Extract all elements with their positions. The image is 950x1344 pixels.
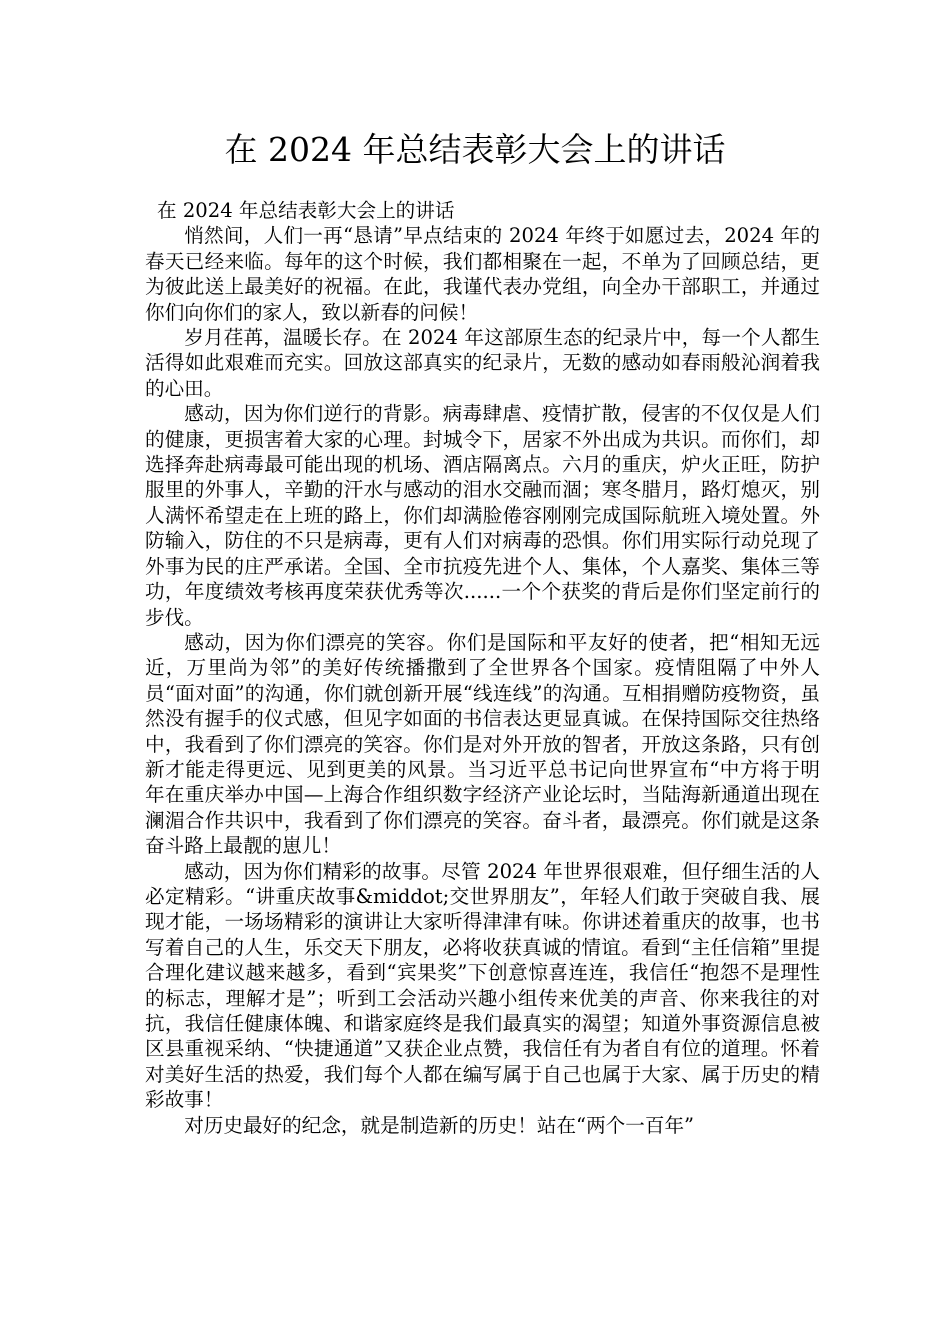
paragraph-2: 岁月荏苒，温暖长存。在 2024 年这部原生态的纪录片中，每一个人都生活得如此艰难而充实。回放这部真实的纪录片，无数的感动如春雨般沁润着我的心田。 xyxy=(145,326,820,400)
document-subtitle: 在 2024 年总结表彰大会上的讲话 xyxy=(157,199,455,222)
paragraph-6: 对历史最好的纪念，就是制造新的历史！站在“两个一百年” xyxy=(184,1113,695,1137)
document-body xyxy=(145,198,820,1138)
paragraph-1: 悄然间，人们一再“恳请”早点结束的 2024 年终于如愿过去，2024 年的春天已经来临。每年的这个时候，我们都相聚在一起，不单为了回顾总结，更为彼此送上最美好的祝福。在此，我谨代表办党组，向全办干部职工，并通过你们向你们的家人，致以新春的问候！ xyxy=(145,224,820,324)
paragraph-3: 感动，因为你们逆行的背影。病毒肆虐、疫情扩散，侵害的不仅仅是人们的健康，更损害着大家的心理。封城令下，居家不外出成为共识。而你们，却选择奔赴病毒最可能出现的机场、酒店隔离点。六月的重庆，炉火正旺，防护服里的外事人，辛勤的汗水与感动的泪水交融而涸；寒冬腊月，路灯熄灭，别人满怀希望走在上班的路上，你们却满脸倦容刚刚完成国际航班入境处置。外防输入，防住的不只是病毒，更有人们对病毒的恐惧。你们用实际行动兑现了外事为民的庄严承诺。全国、全市抗疫先进个人、集体，个人嘉奖、集体三等功，年度绩效考核再度荣获优秀等次......一个个获奖的背后是你们坚定前行的步伐。 xyxy=(145,402,820,629)
paragraph-5: 感动，因为你们精彩的故事。尽管 2024 年世界很艰难，但仔细生活的人必定精彩。“讲重庆故事&middot;交世界朋友”，年轻人们敢于突破自我、展现才能，一场场精彩的演讲让大家听得津津有味。你讲述着重庆的故事，也书写着自己的人生，乐交天下朋友，必将收获真诚的情谊。看到“主任信箱”里提合理化建议越来越多，看到“宾果奖”下创意惊喜连连，我信任“抱怨不是理性的标志，理解才是”；听到工会活动兴趣小组传来优美的声音、你来我往的对抗，我信任健康体魄、和谐家庭终是我们最真实的渴望；知道外事资源信息被区县重视采纳、“快捷通道”又获企业点赞，我信任有为者自有位的道理。怀着对美好生活的热爱，我们每个人都在编写属于自己也属于大家、属于历史的精彩故事！ xyxy=(145,859,820,1112)
paragraph-4: 感动，因为你们漂亮的笑容。你们是国际和平友好的使者，把“相知无远近，万里尚为邻”的美好传统播撒到了全世界各个国家。疫情阻隔了中外人员“面对面”的沟通，你们就创新开展“线连线”的沟通。互相捐赠防疫物资，虽然没有握手的仪式感，但见字如面的书信表达更显真诚。在保持国际交往热络中，我看到了你们漂亮的笑容。你们是对外开放的智者，开放这条路，只有创新才能走得更远、见到更美的风景。当习近平总书记向世界宣布“中方将于明年在重庆举办中国—上海合作组织数字经济产业论坛时，当陆海新通道出现在澜湄合作共识中，我看到了你们漂亮的笑容。奋斗者，最漂亮。你们就是这条奋斗路上最靓的崽儿！ xyxy=(145,630,820,858)
document-title: 在 2024 年总结表彰大会上的讲话 xyxy=(224,130,726,169)
